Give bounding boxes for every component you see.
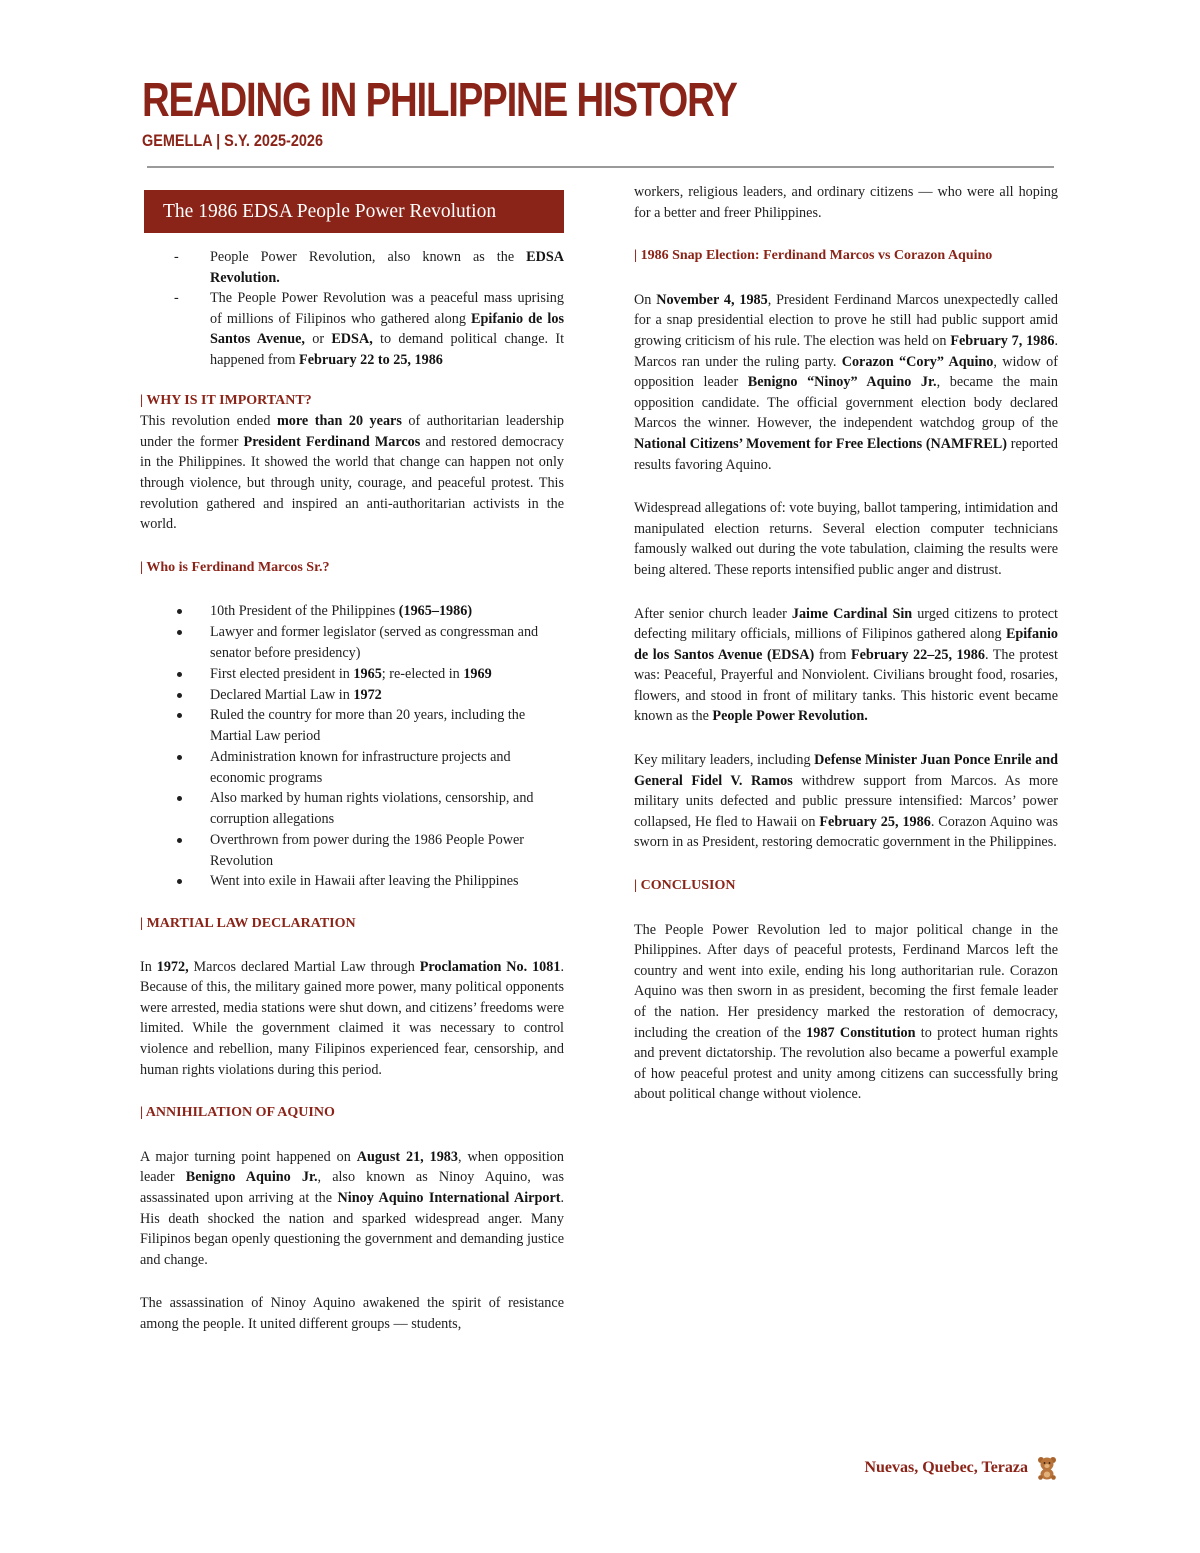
paragraph-aquino-1: A major turning point happened on August 21, 1983, when opposition leader Benigno Aquino Jr., also known as Ninoy Aquino, was assassinated upon arriving at the Ninoy Aquino International Airport. His death shocked the nation and sparked widespread anger. Many Filipinos began openly questioning the government and demanding justice and change. <box>140 1148 565 1268</box>
paragraph-snap-3: After senior church leader Jaime Cardinal Sin urged citizens to protect defecting military officials, millions of Filipinos gathered along Epifanio de los Santos Avenue (EDSA) from February 22–25, 1986. The protest was: Peaceful, Prayerful and Nonviolent. Civilians brought food, rosaries, flowers, and stood in front of military tanks. This historic event became known as the People Power Revolution. <box>634 605 1058 725</box>
heading-why-important: | WHY IS IT IMPORTANT? <box>140 392 312 408</box>
teddy-bear-icon <box>1036 1456 1058 1480</box>
heading-who-is-marcos: | Who is Ferdinand Marcos Sr.? <box>140 559 330 575</box>
list-item: Administration known for infrastructure projects and economic programs <box>210 747 564 788</box>
section-banner: The 1986 EDSA People Power Revolution <box>144 190 564 233</box>
left-column <box>140 190 564 1335</box>
intro-list <box>140 247 564 371</box>
paragraph-martial-law: In 1972, Marcos declared Martial Law through Proclamation No. 1081. Because of this, the military gained more power, many political opponents were arrested, media stations were shut down, and citizens’ freedoms were limited. While the government claimed it was necessary to control violence and rebellion, many Filipinos experienced fear, censorship, and human rights violations during this period. <box>140 958 564 1078</box>
list-item: Also marked by human rights violations, censorship, and corruption allegations <box>210 788 564 829</box>
header-divider <box>147 166 1054 168</box>
heading-snap-election: | 1986 Snap Election: Ferdinand Marcos vs Corazon Aquino <box>634 248 993 264</box>
list-item: Went into exile in Hawaii after leaving the Philippines <box>210 871 564 892</box>
paragraph-aquino-2-continued: workers, religious leaders, and ordinary citizens — who were all hoping for a better and freer Philippines. <box>634 184 1058 221</box>
marcos-facts-list <box>140 601 564 892</box>
footer-authors <box>864 1456 1058 1480</box>
paragraph-snap-1: On November 4, 1985, President Ferdinand Marcos unexpectedly called for a snap presidential election to prove he still had public support amid growing criticism of his rule. The election was held on February 7, 1986. Marcos ran under the ruling party. Corazon “Cory” Aquino, widow of opposition leader Benigno “Ninoy” Aquino Jr., became the main opposition candidate. The official government election body declared Marcos the winner. However, the independent watchdog group of the National Citizens’ Movement for Free Elections (NAMFREL) reported results favoring Aquino. <box>634 291 1059 473</box>
heading-martial-law: | MARTIAL LAW DECLARATION <box>140 916 356 931</box>
heading-conclusion: | CONCLUSION <box>634 878 736 894</box>
list-item: Lawyer and former legislator (served as congressman and senator before presidency) <box>210 622 564 663</box>
paragraph-conclusion: The People Power Revolution led to major political change in the Philippines. After days of peaceful protests, Ferdinand Marcos left the country and went into exile, ending his long authoritarian rule. Corazon Aquino was then sworn in as president, becoming the first female leader of the nation. Her presidency marked the restoration of democracy, including the creation of the 1987 Constitution to protect human rights and prevent dictatorship. The revolution also became a powerful example of how peaceful protest and unity among citizens can successfully bring about political change without violence. <box>634 921 1058 1103</box>
right-column <box>634 182 1058 1105</box>
list-item: Ruled the country for more than 20 years, including the Martial Law period <box>210 705 564 746</box>
page-title: READING IN PHILIPPINE HISTORY <box>142 74 737 127</box>
list-item: First elected president in 1965; re-elected in 1969 <box>210 664 564 685</box>
paragraph-aquino-2: The assassination of Ninoy Aquino awakened the spirit of resistance among the people. It united different groups — students, <box>140 1295 564 1332</box>
paragraph-snap-2: Widespread allegations of: vote buying, ballot tampering, intimidation and manipulated election returns. Several election computer technicians famously walked out during the vote tabulation, claiming the results were being altered. These reports intensified public anger and distrust. <box>634 500 1058 578</box>
heading-aquino: | ANNIHILATION OF AQUINO <box>140 1105 335 1121</box>
footer-authors-text: Nuevas, Quebec, Teraza <box>864 1459 1028 1476</box>
paragraph-why-important: This revolution ended more than 20 years of authoritarian leadership under the former President Ferdinand Marcos and restored democracy in the Philippines. It showed the world that change can happen not only through violence, but through unity, courage, and peaceful protest. This revolution gathered and inspired an anti-authoritarian activists in the world. <box>140 413 565 533</box>
list-item: Declared Martial Law in 1972 <box>210 685 564 706</box>
list-item: - The People Power Revolution was a peaceful mass uprising of millions of Filipinos who gathered along Epifanio de los Santos Avenue, or EDSA, to demand political change. It happened from February 22 to 25, 1986 <box>210 288 564 370</box>
list-item: Overthrown from power during the 1986 People Power Revolution <box>210 830 564 871</box>
list-item: - People Power Revolution, also known as the EDSA Revolution. <box>210 247 564 288</box>
list-item: 10th President of the Philippines (1965–1986) <box>210 601 564 622</box>
page-subtitle: GEMELLA | S.Y. 2025-2026 <box>142 131 324 150</box>
paragraph-snap-4: Key military leaders, including Defense Minister Juan Ponce Enrile and General Fidel V. Ramos withdrew support from Marcos. As more military units defected and public pressure intensified: Marcos’ power collapsed, He fled to Hawaii on February 25, 1986. Corazon Aquino was sworn in as President, restoring democratic government in the Philippines. <box>634 752 1059 851</box>
